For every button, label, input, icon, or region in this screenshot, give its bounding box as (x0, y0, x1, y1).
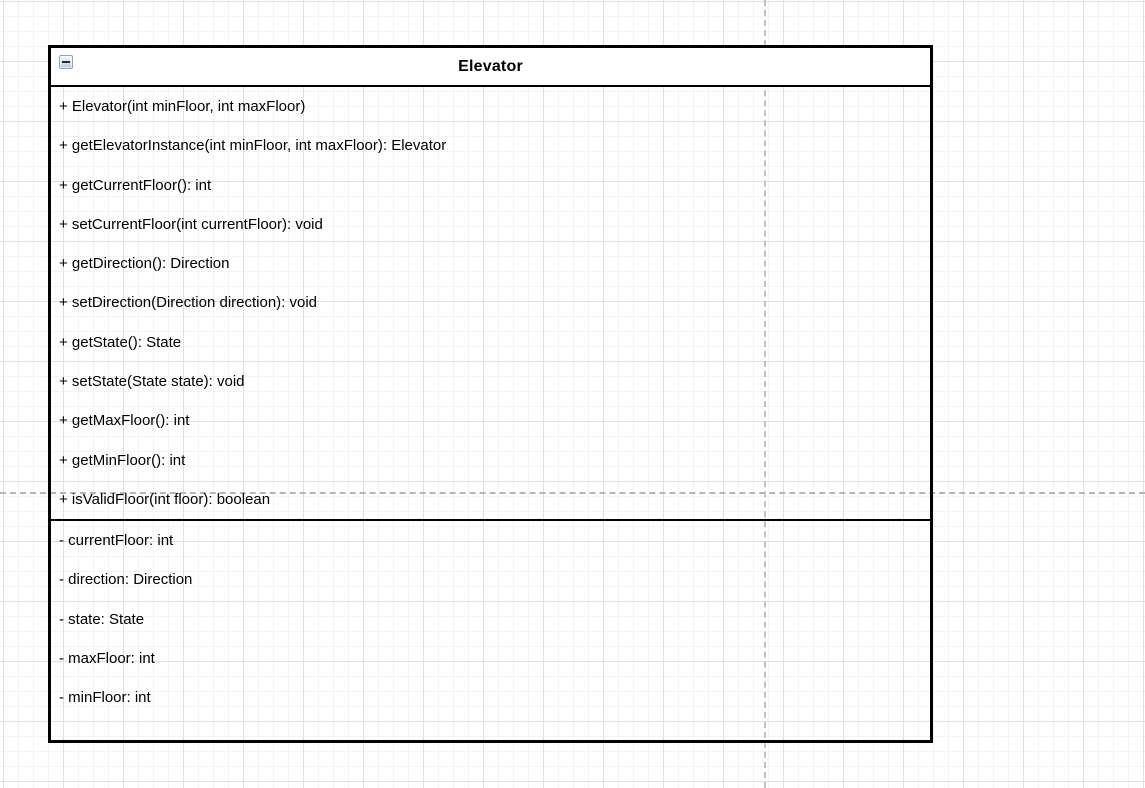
method-row[interactable]: + getCurrentFloor(): int (59, 176, 212, 194)
attribute-row[interactable]: - minFloor: int (59, 689, 151, 707)
attribute-row[interactable]: - currentFloor: int (59, 532, 174, 550)
collapse-button[interactable] (59, 55, 73, 69)
methods-section (51, 87, 930, 521)
attribute-row[interactable]: - maxFloor: int (59, 650, 155, 668)
class-title: Elevator (458, 57, 523, 75)
uml-class-elevator[interactable] (48, 45, 933, 743)
class-title-bar[interactable] (51, 48, 930, 87)
method-row[interactable]: + getDirection(): Direction (59, 255, 230, 273)
attribute-row[interactable]: - state: State (59, 610, 145, 628)
attribute-row[interactable]: - direction: Direction (59, 571, 193, 589)
method-row[interactable]: + getElevatorInstance(int minFloor, int maxFloor): Elevator (59, 137, 447, 155)
minus-icon (62, 61, 70, 63)
method-row[interactable]: + Elevator(int minFloor, int maxFloor) (59, 98, 306, 116)
method-row[interactable]: + setDirection(Direction direction): void (59, 294, 318, 312)
method-row[interactable]: + setState(State state): void (59, 372, 245, 390)
attributes-section (51, 521, 930, 740)
method-row[interactable]: + isValidFloor(int floor): boolean (59, 490, 271, 508)
method-row[interactable]: + getMinFloor(): int (59, 451, 186, 469)
method-row[interactable]: + getMaxFloor(): int (59, 412, 190, 430)
method-row[interactable]: + setCurrentFloor(int currentFloor): void (59, 215, 323, 233)
method-row[interactable]: + getState(): State (59, 333, 182, 351)
